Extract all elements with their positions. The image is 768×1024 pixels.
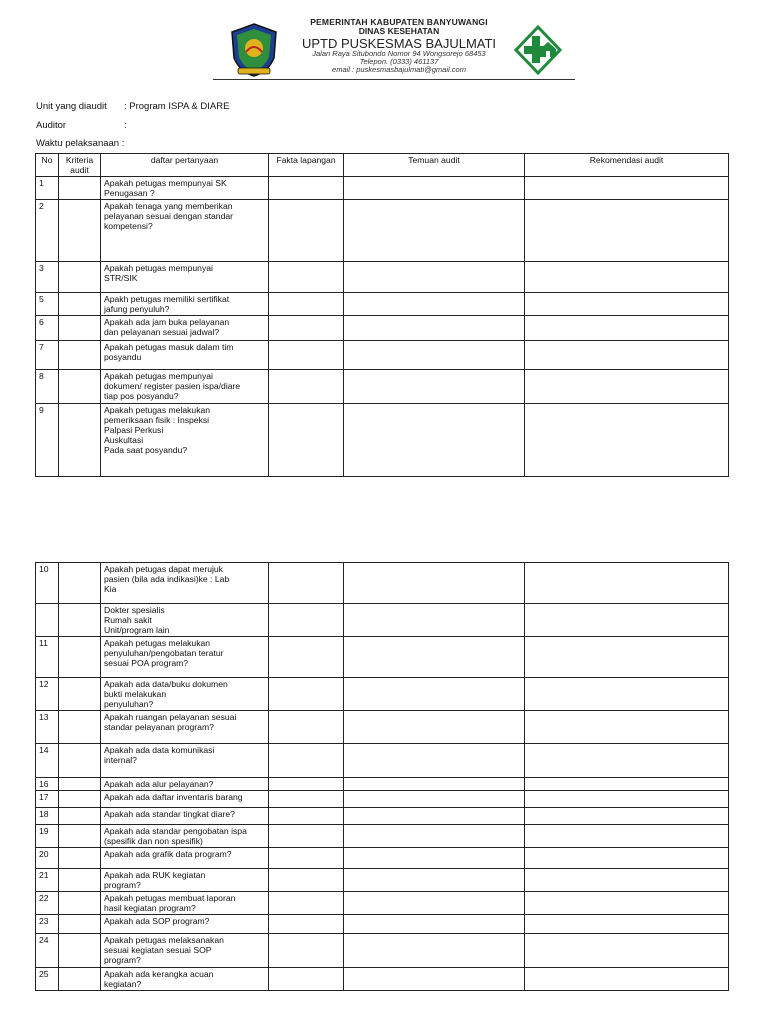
row-question: Apakah ada data komunikasi internal? [101,744,269,778]
auditor-value: : [124,120,127,131]
row-kriteria [59,791,101,808]
row-rekomendasi [525,808,729,825]
row-fakta [269,563,344,604]
table-row [36,892,729,915]
meta-waktu [36,138,124,149]
phone: Telepon. (0333) 461137 [359,57,439,67]
row-no: 21 [36,869,59,892]
row-temuan [344,341,525,370]
row-no: 20 [36,848,59,869]
row-question: Apakah ada standar tingkat diare? [101,808,269,825]
row-temuan [344,293,525,316]
row-no: 10 [36,563,59,604]
table-row [36,293,729,316]
row-kriteria [59,744,101,778]
table-row [36,637,729,678]
row-rekomendasi [525,177,729,200]
row-rekomendasi [525,825,729,848]
row-fakta [269,177,344,200]
table-row [36,968,729,991]
row-fakta [269,778,344,791]
row-question: Apakah petugas melakukan pemeriksaan fisik : Inspeksi Palpasi Perkusi Auskultasi Pada saat posyandu? [101,404,269,477]
row-no: 25 [36,968,59,991]
row-no: 1 [36,177,59,200]
row-no: 17 [36,791,59,808]
row-no: 8 [36,370,59,404]
row-question: Apakah ada standar pengobatan ispa (spesifik dan non spesifik) [101,825,269,848]
row-temuan [344,744,525,778]
table-row [36,915,729,934]
row-no: 24 [36,934,59,968]
row-temuan [344,563,525,604]
row-question: Apakah tenaga yang memberikan pelayanan sesuai dengan standar kompetensi? [101,200,269,262]
row-temuan [344,848,525,869]
row-question: Apakah ada SOP program? [101,915,269,934]
waktu-label: Waktu pelaksanaan : [36,138,125,149]
row-no [36,604,59,637]
row-question: Apakah ada kerangka acuan kegiatan? [101,968,269,991]
health-cross-icon [514,25,562,75]
row-no: 7 [36,341,59,370]
row-fakta [269,370,344,404]
row-no: 11 [36,637,59,678]
row-temuan [344,404,525,477]
table-row [36,825,729,848]
row-kriteria [59,968,101,991]
row-temuan [344,892,525,915]
email: email : puskesmasbajulmati@gmail.com [332,65,466,75]
row-question: Apakah petugas masuk dalam tim posyandu [101,341,269,370]
row-rekomendasi [525,262,729,293]
table-row [36,678,729,711]
row-fakta [269,316,344,341]
row-temuan [344,915,525,934]
row-question: Apakah petugas mempunyai dokumen/ register pasien ispa/diare tiap pos posyandu? [101,370,269,404]
row-question: Apakah ada RUK kegiatan program? [101,869,269,892]
row-question: Apakah ada grafik data program? [101,848,269,869]
row-question: Apakah petugas membuat laporan hasil kegiatan program? [101,892,269,915]
row-kriteria [59,177,101,200]
row-no: 14 [36,744,59,778]
row-question: Apakah ada jam buka pelayanan dan pelayanan sesuai jadwal? [101,316,269,341]
row-fakta [269,293,344,316]
row-no: 5 [36,293,59,316]
row-fakta [269,934,344,968]
row-fakta [269,825,344,848]
row-temuan [344,869,525,892]
row-kriteria [59,869,101,892]
row-fakta [269,869,344,892]
row-temuan [344,791,525,808]
row-no: 19 [36,825,59,848]
row-rekomendasi [525,968,729,991]
col-fakta: Fakta lapangan [269,154,344,177]
row-temuan [344,316,525,341]
table-row [36,791,729,808]
table-row [36,341,729,370]
table-row [36,177,729,200]
row-rekomendasi [525,370,729,404]
row-temuan [344,678,525,711]
row-kriteria [59,934,101,968]
row-rekomendasi [525,637,729,678]
row-kriteria [59,778,101,791]
col-no: No [36,154,59,177]
row-no: 23 [36,915,59,934]
row-rekomendasi [525,892,729,915]
row-rekomendasi [525,711,729,744]
row-question: Apakah ruangan pelayanan sesuai standar pelayanan program? [101,711,269,744]
row-no: 12 [36,678,59,711]
row-kriteria [59,711,101,744]
row-question: Apakah ada daftar inventaris barang [101,791,269,808]
row-fakta [269,892,344,915]
gov-name: PEMERINTAH KABUPATEN BANYUWANGI [310,17,488,27]
row-kriteria [59,316,101,341]
row-temuan [344,934,525,968]
meta-auditor [36,120,127,131]
letterhead-text [288,18,510,74]
row-kriteria [59,915,101,934]
row-kriteria [59,678,101,711]
row-question: Apakh petugas memiliki sertifikat jafung penyuluh? [101,293,269,316]
letterhead-rule [213,79,575,80]
row-rekomendasi [525,791,729,808]
auditor-label: Auditor [36,120,67,131]
row-kriteria [59,404,101,477]
row-fakta [269,678,344,711]
row-kriteria [59,293,101,316]
table-row [36,744,729,778]
table-row [36,200,729,262]
row-question: Apakah petugas mempunyai STR/SIK [101,262,269,293]
row-kriteria [59,637,101,678]
row-question: Dokter spesialis Rumah sakit Unit/program lain [101,604,269,637]
audit-table-1 [35,153,729,477]
row-fakta [269,200,344,262]
row-fakta [269,915,344,934]
row-fakta [269,968,344,991]
row-rekomendasi [525,200,729,262]
table-row [36,711,729,744]
row-fakta [269,262,344,293]
row-question: Apakah petugas melakukan penyuluhan/pengobatan teratur sesuai POA program? [101,637,269,678]
row-temuan [344,370,525,404]
row-rekomendasi [525,341,729,370]
meta-unit [36,101,229,112]
row-kriteria [59,825,101,848]
row-kriteria [59,370,101,404]
row-rekomendasi [525,563,729,604]
row-temuan [344,177,525,200]
col-pertanyaan: daftar pertanyaan [101,154,269,177]
row-fakta [269,744,344,778]
address: Jalan Raya Situbondo Nomor 94 Wongsorejo 68453 [312,49,486,59]
row-rekomendasi [525,869,729,892]
col-temuan: Temuan audit [344,154,525,177]
table-row [36,604,729,637]
row-fakta [269,791,344,808]
row-temuan [344,200,525,262]
row-temuan [344,778,525,791]
row-no: 13 [36,711,59,744]
table-row [36,869,729,892]
unit-name: UPTD PUSKESMAS BAJULMATI [301,35,497,51]
table-header-row [36,154,729,177]
row-kriteria [59,200,101,262]
row-temuan [344,604,525,637]
row-kriteria [59,563,101,604]
row-question: Apakah petugas mempunyai SK Penugasan ? [101,177,269,200]
row-rekomendasi [525,848,729,869]
row-rekomendasi [525,778,729,791]
row-kriteria [59,848,101,869]
table-row [36,563,729,604]
table-row [36,316,729,341]
table-row [36,848,729,869]
row-fakta [269,711,344,744]
row-temuan [344,825,525,848]
row-temuan [344,711,525,744]
row-rekomendasi [525,316,729,341]
table-row [36,404,729,477]
row-rekomendasi [525,744,729,778]
unit-label: Unit yang diaudit [36,101,107,112]
table-row [36,262,729,293]
row-kriteria [59,262,101,293]
row-temuan [344,968,525,991]
row-fakta [269,404,344,477]
row-question: Apakah ada data/buku dokumen bukti melakukan penyuluhan? [101,678,269,711]
row-no: 9 [36,404,59,477]
row-fakta [269,808,344,825]
row-temuan [344,262,525,293]
table-row [36,808,729,825]
row-kriteria [59,892,101,915]
table-row [36,934,729,968]
row-question: Apakah petugas dapat merujuk pasien (bila ada indikasi)ke : Lab Kia [101,563,269,604]
row-fakta [269,848,344,869]
row-fakta [269,341,344,370]
dept-name: DINAS KESEHATAN [358,25,440,36]
row-no: 2 [36,200,59,262]
row-rekomendasi [525,404,729,477]
row-temuan [344,637,525,678]
row-question: Apakah petugas melaksanakan sesuai kegiatan sesuai SOP program? [101,934,269,968]
table-row [36,778,729,791]
audit-table-2 [35,562,729,991]
row-rekomendasi [525,293,729,316]
row-rekomendasi [525,934,729,968]
row-no: 22 [36,892,59,915]
row-rekomendasi [525,678,729,711]
unit-value: : Program ISPA & DIARE [124,101,230,112]
row-temuan [344,808,525,825]
row-no: 18 [36,808,59,825]
col-rekomendasi: Rekomendasi audit [525,154,729,177]
table-row [36,370,729,404]
regency-seal-icon [228,22,280,78]
row-fakta [269,637,344,678]
row-no: 6 [36,316,59,341]
row-rekomendasi [525,915,729,934]
row-fakta [269,604,344,637]
row-no: 16 [36,778,59,791]
row-kriteria [59,341,101,370]
row-kriteria [59,808,101,825]
row-question: Apakah ada alur pelayanan? [101,778,269,791]
row-no: 3 [36,262,59,293]
row-kriteria [59,604,101,637]
row-rekomendasi [525,604,729,637]
col-kriteria: Kriteria audit [59,154,101,177]
